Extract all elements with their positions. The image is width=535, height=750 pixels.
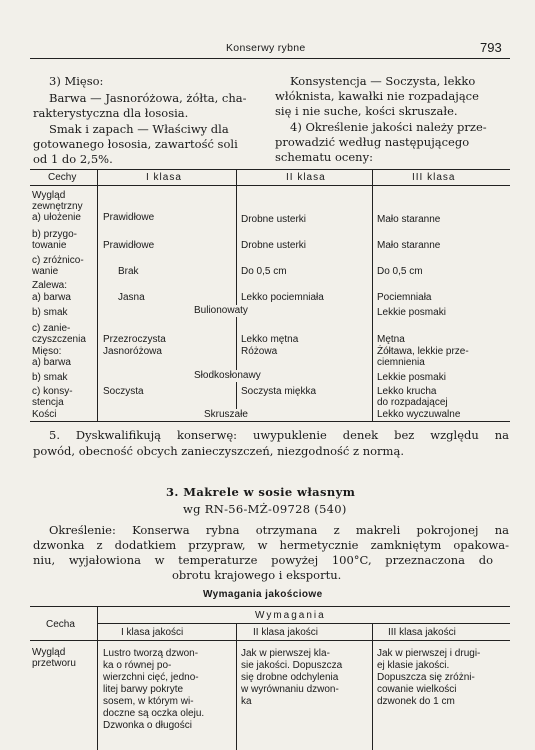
table2-header-klasa3: III klasa jakości xyxy=(388,627,456,638)
table2-klasa1-line: Lustro tworzą dzwon- xyxy=(103,648,199,659)
table2-group-rule xyxy=(97,623,510,624)
klasa3-cell: Lekkie posmaki xyxy=(377,307,446,318)
right-p1-line3: się i nie suche, kości skruszałe. xyxy=(275,104,458,118)
table2-klasa3-line: dzwonek do 1 cm xyxy=(377,696,455,707)
klasa1-cell: Brak xyxy=(118,266,139,277)
span-cell-skruszale: Skruszałe xyxy=(200,409,252,421)
table1-bottom-rule xyxy=(30,421,510,422)
table1-top-rule xyxy=(30,169,510,170)
table2-klasa1-line: Dzwonka o długości xyxy=(103,720,192,731)
cecha-row: b) smak xyxy=(32,372,68,383)
section-subtitle: wg RN-56-MŻ-09728 (540) xyxy=(183,502,347,516)
table2-row-label: przetworu xyxy=(32,658,76,669)
klasa2-cell: Lekko pociemniała xyxy=(241,292,324,303)
header-rule xyxy=(30,58,510,59)
table2-col-divider-2 xyxy=(236,623,237,750)
definition-line1: Określenie: Konserwa rybna otrzymana z makreli pokrojonej na xyxy=(49,523,509,537)
cecha-row: czyszczenia xyxy=(32,334,86,345)
klasa3-cell: Lekko krucha xyxy=(377,386,437,397)
klasa3-cell: Lekkie posmaki xyxy=(377,372,446,383)
table1-header-klasa2: II klasa xyxy=(286,172,326,183)
table2-klasa3-line: ej klasie jakości. xyxy=(377,660,450,671)
cecha-row: towanie xyxy=(32,240,67,251)
klasa2-cell: Soczysta miękka xyxy=(241,386,317,397)
cecha-row: a) ułożenie xyxy=(32,212,81,223)
cecha-row: b) smak xyxy=(32,307,68,318)
table2-klasa3-line: cowanie wielkości xyxy=(377,684,457,695)
cecha-row: Zalewa: xyxy=(32,280,68,291)
table2-top-rule xyxy=(30,606,510,607)
cecha-row: Kości xyxy=(32,409,57,420)
klasa1-cell: Soczysta xyxy=(103,386,144,397)
table2-klasa1-line: ka o równej po- xyxy=(103,660,172,671)
table2-col-divider-1 xyxy=(97,606,98,750)
table1-header-klasa3: III klasa xyxy=(412,172,456,183)
table2-klasa2-line: w wyrównaniu dzwon- xyxy=(241,684,339,695)
left-p2-line2: gotowanego łososia, zawartość soli xyxy=(33,137,238,151)
table2-klasa1-line: wierzchni cięć, jedno- xyxy=(103,672,199,683)
cecha-row: c) zanie- xyxy=(32,323,71,334)
klasa2-cell: Do 0,5 cm xyxy=(241,266,287,277)
cecha-row: c) zróżnico- xyxy=(32,255,84,266)
left-p1-line1: Barwa — Jasnoróżowa, żółta, cha- xyxy=(49,91,247,105)
right-p1-line1: Konsystencja — Soczysta, lekko xyxy=(290,74,476,88)
table2-header-cecha: Cecha xyxy=(46,619,75,630)
klasa2-cell: Drobne usterki xyxy=(241,214,307,225)
klasa2-cell: Drobne usterki xyxy=(241,240,307,251)
klasa3-cell: do rozpadającej xyxy=(377,397,448,408)
table2-header-klasa1: I klasa jakości xyxy=(121,627,184,638)
cecha-row: c) konsy- xyxy=(32,386,73,397)
table2-header-group: Wymagania xyxy=(255,610,326,621)
klasa2-cell: Lekko mętna xyxy=(241,334,299,345)
right-p2-line2: prowadzić według następującego xyxy=(275,135,470,149)
left-p2-line1: Smak i zapach — Właściwy dla xyxy=(49,122,229,136)
table2-klasa2-line: Jak w pierwszej kla- xyxy=(241,648,330,659)
klasa3-cell: Żółtawa, lekkie prze- xyxy=(377,346,469,357)
table2-col-divider-3 xyxy=(372,623,373,750)
table2-klasa2-line: się drobne odchylenia xyxy=(241,672,339,683)
table2-header-rule xyxy=(30,640,510,641)
table2-klasa1-line: litej barwy pokryte xyxy=(103,684,184,695)
table1-col-divider-3 xyxy=(372,169,373,421)
table2-klasa2-line: ka xyxy=(241,696,252,707)
point5-line1: 5. Dyskwalifikują konserwę: uwypuklenie denek bez względu na xyxy=(49,428,509,442)
table1-col-divider-2 xyxy=(236,169,237,421)
cecha-row: b) przygo- xyxy=(32,229,78,240)
cecha-row: stencja xyxy=(32,397,64,408)
right-p2-line3: schematu oceny: xyxy=(275,150,373,164)
cecha-row: Mięso: xyxy=(32,346,62,357)
cecha-row: Wygląd xyxy=(32,190,66,201)
table1-col-divider-1 xyxy=(97,169,98,421)
klasa3-cell: Pociemniała xyxy=(377,292,432,303)
table2-row-label: Wygląd xyxy=(32,647,66,658)
definition-line2: dzwonka z dodatkiem przypraw, w hermetycznie zamkniętym opakowa- xyxy=(33,538,509,552)
cecha-row: a) barwa xyxy=(32,292,71,303)
section-title: 3. Makrele w sosie własnym xyxy=(166,485,356,499)
klasa1-cell: Jasnoróżowa xyxy=(103,346,162,357)
left-p1-line2: rakterystyczna dla łososia. xyxy=(33,106,189,120)
klasa1-cell: Prawidłowe xyxy=(103,240,155,251)
span-cell-slodko: Słodkosłonawy xyxy=(190,370,265,382)
klasa3-cell: Mało staranne xyxy=(377,214,441,225)
table1-header-rule xyxy=(30,185,510,186)
table1-header-cechy: Cechy xyxy=(48,172,77,183)
cecha-row: a) barwa xyxy=(32,357,71,368)
definition-line3: niu, wyjałowiona w temperaturze powyżej 100°C, przeznaczona do xyxy=(33,553,493,567)
definition-line4: obrotu krajowego i eksportu. xyxy=(172,568,342,582)
klasa3-cell: Do 0,5 cm xyxy=(377,266,423,277)
table1-header-klasa1: I klasa xyxy=(146,172,182,183)
table2-klasa1-line: doczne są oczka oleju. xyxy=(103,708,205,719)
klasa1-cell: Przezroczysta xyxy=(103,334,166,345)
klasa1-cell: Prawidłowe xyxy=(103,212,155,223)
page-number: 793 xyxy=(480,40,502,55)
table2-caption: Wymagania jakościowe xyxy=(203,589,323,600)
point5-line2: powód, obecność obcych zanieczyszczeń, niezgodność z normą. xyxy=(33,444,404,458)
klasa1-cell: Jasna xyxy=(118,292,145,303)
running-header-title: Konserwy rybne xyxy=(226,42,306,54)
klasa3-cell: Mętna xyxy=(377,334,405,345)
left-p2-line3: od 1 do 2,5%. xyxy=(33,152,113,166)
klasa3-cell: Mało staranne xyxy=(377,240,441,251)
klasa3-cell: Lekko wyczuwalne xyxy=(377,409,461,420)
table2-klasa1-line: sosem, w którym wi- xyxy=(103,696,194,707)
cecha-row: zewnętrzny xyxy=(32,201,83,212)
table2-klasa3-line: Jak w pierwszej i drugi- xyxy=(377,648,481,659)
klasa3-cell: ciemnienia xyxy=(377,357,425,368)
span-cell-bulion: Bulionowaty xyxy=(190,305,252,317)
klasa2-cell: Różowa xyxy=(241,346,278,357)
table2-klasa3-line: Dopuszcza się zróżni- xyxy=(377,672,475,683)
right-p1-line2: włóknista, kawałki nie rozpadające xyxy=(275,89,479,103)
left-heading: 3) Mięso: xyxy=(49,74,104,88)
table2-header-klasa2: II klasa jakości xyxy=(253,627,319,638)
table2-klasa2-line: sie jakości. Dopuszcza xyxy=(241,660,343,671)
cecha-row: wanie xyxy=(32,266,59,277)
right-p2-line1: 4) Określenie jakości należy prze- xyxy=(290,120,487,134)
